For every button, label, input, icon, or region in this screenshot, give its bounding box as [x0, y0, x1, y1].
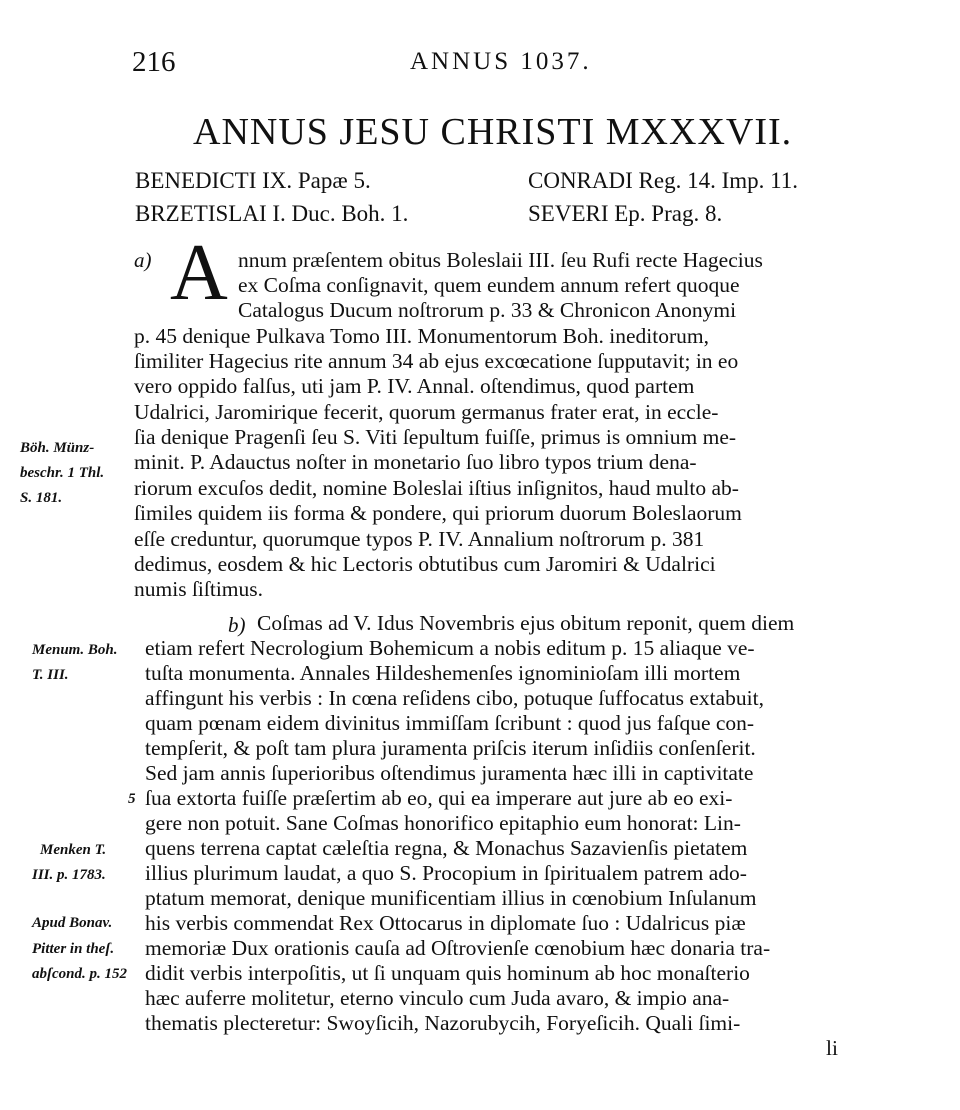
regnal-severi: SEVERI Ep. Prag. 8.: [528, 201, 723, 226]
note-a-line: p. 45 denique Pulkava Tomo III. Monumentorum Boh. ineditorum,: [134, 324, 709, 348]
note-b-line: affingunt his verbis : In cœna reſidens cibo, potuque ſuffocatus extabuit,: [145, 686, 764, 710]
margin-note-menum: T. III.: [32, 667, 69, 683]
note-b-line: tuſta monumenta. Annales Hildeshemenſes ignominioſam illi mortem: [145, 661, 741, 685]
running-head: ANNUS 1037.: [410, 48, 592, 75]
note-b-line: gere non potuit. Sane Coſmas honorifico epitaphio eum honorat: Lin-: [145, 811, 741, 835]
note-a-line: dedimus, eosdem & hic Lectoris obtutibus cum Jaromiri & Udalrici: [134, 552, 716, 576]
margin-note-menum: Menum. Boh.: [32, 642, 118, 658]
note-b-line: Coſmas ad V. Idus Novembris ejus obitum reponit, quem diem: [257, 611, 795, 635]
note-b-line: memoriæ Dux orationis cauſa ad Oſtrovienſe cœnobium hæc donaria tra-: [145, 936, 771, 960]
margin-note-munz: beschr. 1 Thl.: [20, 465, 105, 481]
page-title: ANNUS JESU CHRISTI MXXXVII.: [193, 111, 793, 153]
line-marker: 5: [128, 791, 136, 807]
regnal-conradi: CONRADI Reg. 14. Imp. 11.: [528, 168, 799, 193]
note-b-line: ptatum memorat, denique munificentiam illius in cœnobium Inſulanum: [145, 886, 757, 910]
note-b-line: hæc auferre molitetur, eterno vinculo cum Juda avaro, & impio ana-: [145, 986, 730, 1010]
note-b-line: quens terrena captat cæleſtia regna, & Monachus Sazavienſis pietatem: [145, 836, 748, 860]
note-b-line: etiam refert Necrologium Bohemicum a nobis editum p. 15 aliaque ve-: [145, 636, 755, 660]
note-a-line: Catalogus Ducum noſtrorum p. 33 & Chronicon Anonymi: [238, 298, 737, 322]
note-b-line: his verbis commendat Rex Ottocarus in diplomate ſuo : Udalricus piæ: [145, 911, 746, 935]
note-a-line: Udalrici, Jaromirique fecerit, quorum germanus frater erat, in eccle-: [134, 400, 719, 424]
note-a-line: eſſe creduntur, quorumque typos P. IV. Annalium noſtrorum p. 381: [134, 527, 705, 551]
note-b-line: tempſerit, & poſt tam plura juramenta priſcis iterum inſidiis conſenſerit.: [145, 736, 756, 760]
note-a-line: numis ſiſtimus.: [134, 577, 264, 601]
note-a-line: ſia denique Pragenſi ſeu S. Viti ſepultum fuiſſe, primus is omnium me-: [134, 425, 737, 449]
note-b-line: ſua extorta fuiſſe præſertim ab eo, qui ea imperare aut jure ab eo exi-: [145, 786, 733, 810]
note-b-line: Sed jam annis ſuperioribus oſtendimus juramenta hæc illi in captivitate: [145, 761, 754, 785]
note-a-line: ſimiles quidem iis forma & pondere, qui priorum duorum Boleslaorum: [134, 501, 742, 525]
margin-note-menken: III. p. 1783.: [32, 867, 106, 883]
note-a-line: ex Coſma conſignavit, quem eundem annum refert quoque: [238, 273, 740, 297]
note-b-line: thematis plecteretur: Swoyſicih, Nazorubycih, Foryeſicih. Quali ſimi-: [145, 1011, 741, 1035]
regnal-benedicti: BENEDICTI IX. Papæ 5.: [135, 168, 371, 193]
margin-note-menken: Menken T.: [40, 842, 107, 858]
margin-note-apud: abſcond. p. 152: [32, 966, 127, 982]
margin-note-apud: Pitter in theſ.: [32, 941, 115, 957]
note-b-line: didit verbis interpoſitis, ut ſi unquam quis hominum ab hoc monaſterio: [145, 961, 750, 985]
margin-note-apud: Apud Bonav.: [32, 915, 113, 931]
margin-note-munz: Böh. Münz-: [20, 440, 95, 456]
note-a-line: vero oppido falſus, uti jam P. IV. Annal. oſtendimus, quod partem: [134, 374, 695, 398]
margin-note-munz: S. 181.: [20, 490, 63, 506]
note-a-label: a): [134, 248, 152, 272]
page-number: 216: [132, 46, 176, 78]
note-b-line: illius plurimum laudat, a quo S. Procopium in ſpiritualem patrem ado-: [145, 861, 747, 885]
drop-cap-initial: A: [170, 229, 228, 317]
note-a-line: ſimiliter Hagecius rite annum 34 ab ejus excœcatione ſupputavit; in eo: [134, 349, 739, 373]
regnal-brzetislai: BRZETISLAI I. Duc. Boh. 1.: [135, 201, 409, 226]
note-b-line: quam pœnam eidem divinitus immiſſam ſcribunt : quod jus faſque con-: [145, 711, 755, 735]
catchword: li: [826, 1036, 838, 1060]
note-a-line: minit. P. Adauctus noſter in monetario ſuo libro typos trium dena-: [134, 450, 697, 474]
note-a-line: riorum excuſos dedit, nomine Boleslai iſtius inſignitos, haud multo ab-: [134, 476, 739, 500]
note-a-line: nnum præſentem obitus Boleslaii III. ſeu Rufi recte Hagecius: [238, 248, 763, 272]
note-b-label: b): [228, 613, 246, 637]
